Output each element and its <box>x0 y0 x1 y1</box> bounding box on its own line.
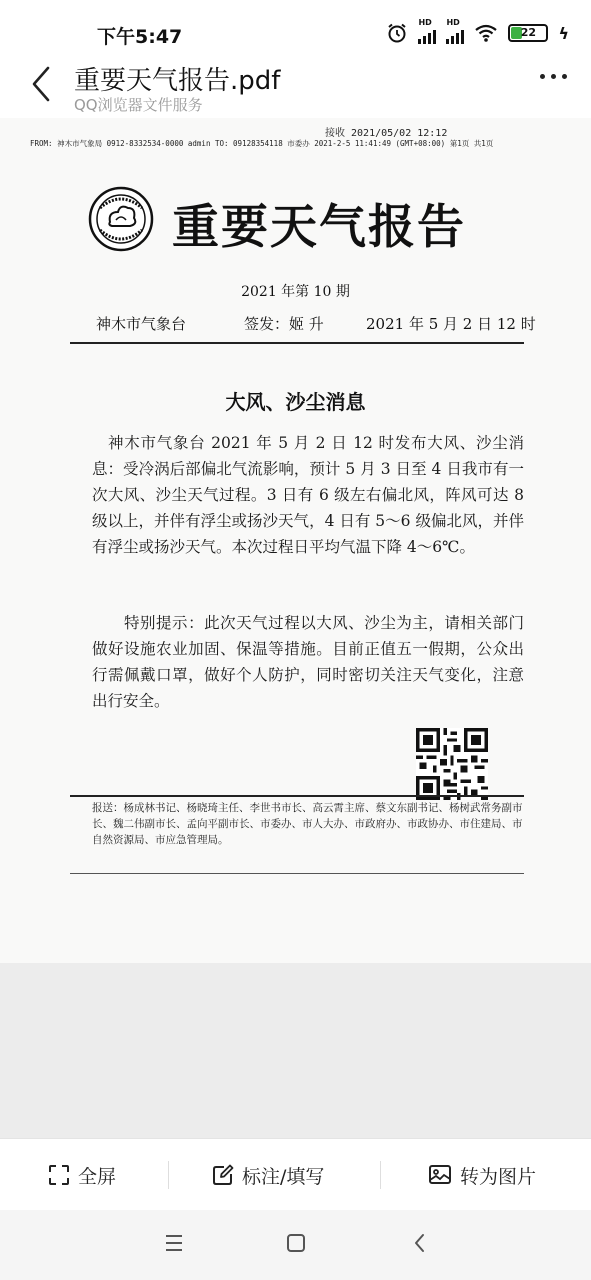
issue-date: 2021 年 5 月 2 日 12 时 <box>366 315 536 333</box>
battery-level: 22 <box>520 26 537 39</box>
home-icon[interactable] <box>285 1230 307 1256</box>
fullscreen-icon <box>48 1164 70 1186</box>
image-convert-icon <box>428 1164 452 1186</box>
back-arrow-icon[interactable] <box>26 64 56 104</box>
charging-icon: ϟ <box>558 23 569 43</box>
qr-code-icon <box>415 728 489 800</box>
fax-receive-line: 接收 2021/05/02 12:12 <box>325 128 448 139</box>
menu-icon[interactable] <box>164 1230 184 1256</box>
document-subheading: 大风、沙尘消息 <box>225 390 366 414</box>
annotate-button[interactable] <box>212 1139 324 1211</box>
toolbar-separator <box>380 1161 381 1189</box>
status-time: 下午5:47 <box>97 26 183 48</box>
footer-bottom-line <box>70 873 524 874</box>
fax-header-line: FROM: 神木市气象局 0912-8332534-0000 admin TO: 09128354118 市委办 2021-2-5 11:41:49 (GMT+08:00) 第1页 共1页 <box>30 139 494 148</box>
signal-icon-2 <box>446 18 464 44</box>
footer-divider-line <box>70 795 524 797</box>
edit-icon <box>212 1164 234 1186</box>
signer: 签发：姬 升 <box>244 315 324 333</box>
fullscreen-button[interactable] <box>48 1139 116 1211</box>
hd-label-1: HD <box>418 18 432 27</box>
convert-to-image-button[interactable] <box>428 1139 536 1211</box>
document-heading: 重要天气报告 <box>172 200 466 255</box>
paragraph-notice: 特别提示：此次天气过程以大风、沙尘为主，请相关部门做好设施农业加固、保温等措施。目前正值五一假期，公众出行需佩戴口罩，做好个人防护，同时密切关注天气变化，注意出行安全。 <box>92 614 524 710</box>
file-source: QQ浏览器文件服务 <box>74 96 203 114</box>
fullscreen-label: 全屏 <box>78 1165 117 1188</box>
back-nav-icon[interactable] <box>410 1230 430 1256</box>
viewer-background <box>0 963 591 1138</box>
app-header <box>0 52 591 118</box>
toolbar-separator <box>168 1161 169 1189</box>
status-icons <box>386 18 569 48</box>
weather-bureau-emblem-icon <box>88 186 154 252</box>
issue-number: 2021 年第 10 期 <box>241 284 350 300</box>
paragraph-forecast: 神木市气象台 2021 年 5 月 2 日 12 时发布大风、沙尘消息：受冷涡后部偏北气流影响，预计 5 月 3 日至 4 日我市有一次大风、沙尘天气过程。3 日有 6 级左右偏北风，阵风可达 8 级以上，并伴有浮尘或扬沙天气，4 日有 5～6 级偏北风，并伴有浮尘或扬沙天气。本次过程日平均气温下降 4～6℃。 <box>92 434 524 556</box>
battery-icon <box>508 24 548 42</box>
hd-label-2: HD <box>446 18 460 27</box>
bottom-toolbar <box>0 1138 591 1211</box>
issuing-org: 神木市气象台 <box>96 315 187 333</box>
cc-recipients: 报送：杨成林书记、杨晓琦主任、李世书市长、高云霄主席、蔡文东副书记、杨树武常务副市长、魏二伟副市长、孟向平副市长、市委办、市人大办、市政府办、市政协办、市住建局、市自然资源局、市应急管理局。 <box>92 802 523 846</box>
divider-line <box>70 342 524 344</box>
convert-to-image-label: 转为图片 <box>460 1165 537 1188</box>
pdf-page <box>0 118 591 963</box>
system-nav-bar <box>0 1210 591 1280</box>
wifi-icon <box>474 23 498 43</box>
pdf-viewer[interactable] <box>0 118 591 963</box>
signal-icon-1 <box>418 18 436 44</box>
file-title: 重要天气报告.pdf <box>74 66 281 96</box>
alarm-icon <box>386 22 408 44</box>
annotate-label: 标注/填写 <box>242 1165 325 1188</box>
more-options-icon[interactable] <box>540 74 567 79</box>
